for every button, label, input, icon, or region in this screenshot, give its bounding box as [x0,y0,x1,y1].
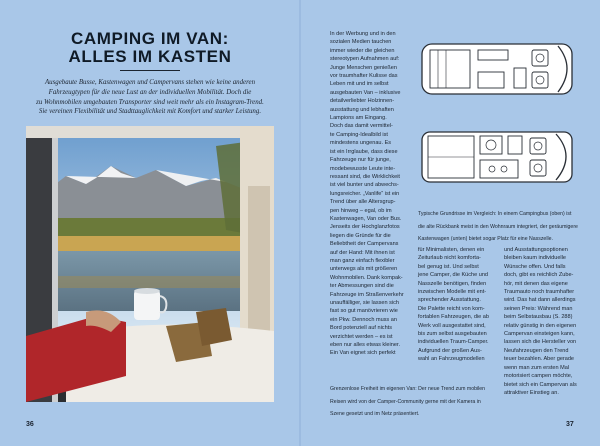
text-line: fortablen Fahrzeugen, die ab [418,314,489,321]
text-line: attraktiver Einstieg an. [504,389,559,396]
text-line: Die Palette reicht von kom- [418,305,485,312]
text-line: Nasszelle benötigen, finden [418,280,487,287]
text-line: jene Camper, die Küche und [418,272,488,279]
text-line: ressant sind, die Wirklichkeit [330,173,400,180]
text-column-2 [418,246,500,364]
text-line: verzichtet werden – es ist [330,333,393,340]
text-line: Aufgrund der großen Aus- [418,347,482,354]
text-line: Traumauto noch traumhafter [504,289,575,296]
photo-caption [330,381,510,424]
text-line: Trend über alle Altersgrup- [330,199,396,206]
title-line-2: ALLES IM KASTEN [68,47,232,66]
text-line: Werk voll ausgestattet sind, [418,322,486,329]
text-line: bis zum selbst ausgebauten [418,331,487,338]
text-line: Campervan einsteigen kann, [504,331,575,338]
van-photo [26,126,274,402]
text-line: unterwegs als mit größeren [330,266,398,273]
text-line: ein Pkw. Dennoch muss an [330,316,397,323]
title-rule [120,70,180,71]
page-number-right: 37 [566,421,574,428]
text-line: Kastenwagen (unten) bietet sogar Platz für eine Nasszelle. [418,236,553,243]
page-title [0,30,300,66]
text-line: te Camping-Idealbild ist [330,131,388,138]
text-line: Szene gesetzt und im Netz präsentiert. [330,411,420,418]
text-line: die alte Rückbank meist in den Wohnraum integriert, der geräumigere [418,223,578,230]
text-line: wenn man zum ersten Mal [504,364,570,371]
kastenwagen-floorplan [418,126,580,188]
text-column-3 [504,246,588,397]
text-line: ausstattung und lebhaften [330,106,394,113]
text-line: für Minimalisten, denen ein [418,247,485,253]
text-line: ausgebauten Van – inklusive [330,89,401,96]
text-line: Neufahrzeugen den Trend [504,347,569,354]
text-line: hör, mit denen das eigene [504,280,568,287]
text-line: detailverliebter Holzinnen- [330,98,395,105]
text-line: man ganz einfach flexibler [330,257,395,264]
text-line: Jenseits der Hochglanzfotos [330,224,400,231]
text-line: Fahrzeuge nur für junge, [330,157,391,164]
text-line: Kastenwagen, Van oder Bus. [330,215,402,222]
text-line: auf der Hand: Mit ihnen ist [330,249,395,256]
text-line: motorisiert campen möchte, [504,373,573,380]
text-line: ter Abmessungen sind die [330,283,394,290]
text-line: inzwischen Modelle mit ent- [418,289,487,296]
text-line: lungsreicher. „Vanlife“ ist ein [330,190,400,197]
intro-line: zu Wohnmobilen umgebauten Transporter sind weit mehr als ein Instagram-Trend. [36,98,264,106]
text-line: individuellen Traum-Camper. [418,339,489,346]
text-line: wird. Das hat dann allerdings [504,297,576,304]
text-line: bleiben kaum individuelle [504,255,566,262]
text-line: teuer bezahlen. Aber gerade [504,356,575,363]
text-line: fast so gut manövrieren wie [330,308,398,315]
text-line: unauffälliger, sie lassen sich [330,300,399,306]
text-line: In der Werbung und in den [330,31,396,37]
text-line: sozialen Medien tauchen [330,39,392,46]
text-line: Junge Menschen genießen [330,64,397,71]
van-photo-illustration [26,126,274,402]
text-line: immer wieder die gleichen [330,47,395,54]
text-line: Lampions am Eingang. [330,115,387,122]
text-line: Zeiturlaub nicht komforta- [418,255,481,262]
text-line: Leben mit und im selbst [330,81,389,88]
intro-line: Fahrzeugtypen für die neue Lust an der individuellen Mobilität. Doch die [48,88,252,96]
text-column-1 [330,30,416,358]
intro-line: Sie vereinen Flexibilität und Stadttauglichkeit mit Komfort und starker Leistung. [38,108,262,116]
intro-line: Ausgebaute Busse, Kastenwagen und Campervans stehen wie keine anderen [44,79,256,86]
text-line: bel genug ist. Und selbst [418,263,479,270]
text-line: ist ein Irrglaube, dass diese [330,148,398,155]
text-line: wahl an Fahrzeugmodellen [418,356,485,363]
text-line: mindestens ungenau. Es [330,140,392,147]
text-line: eben nur alles etwas kleiner. [330,342,400,349]
intro-text [24,78,276,117]
text-line: Doch das damit vermittel- [330,123,393,130]
text-line: Wohnmobilen. Dank kompak- [330,274,403,281]
text-line: doch, gibt es reichlich Zube- [504,272,574,279]
text-line: Bord potenziell auf nichts [330,325,392,332]
text-line: stereotypen Aufnahmen auf: [330,56,400,63]
page-number-left: 36 [26,421,34,428]
right-page [300,0,600,446]
campingbus-floorplan [418,38,580,100]
text-line: Grenzenlose Freiheit im eigenen Van: Der neue Trend zum mobilen [330,386,486,393]
text-line: modebewusste Leute inte- [330,165,396,172]
text-line: Beliebtheit der Campervans [330,241,399,248]
text-line: relativ günstig in den eigenen [504,322,577,329]
text-line: bietet sich ein Campervan als [504,381,577,388]
text-line: sprechender Ausstattung. [418,297,481,304]
text-line: Typische Grundrisse im Vergleich: In einem Campingbus (oben) ist [418,211,572,218]
title-line-1: CAMPING IM VAN: [71,29,229,48]
text-line: Wünsche offen. Und falls [504,263,566,270]
text-line: seinen Preis: Während man [504,305,573,312]
text-line: Reisen wird von der Camper-Community gerne mit der Kamera in [330,398,481,405]
floorplan-caption [418,206,586,249]
text-line: Ein Van eignet sich perfekt [330,350,396,357]
text-line: vor traumhafter Kulisse das [330,73,398,80]
text-line: lassen sich die Hersteller von [504,339,577,346]
text-line: beim Selbstausbau (S. 288) [504,314,573,321]
text-line: liegen die Gründe für die [330,232,391,239]
text-line: und Ausstattungsoptionen [504,247,568,253]
text-line: Fahrzeuge im Straßenverkehr [330,291,404,298]
text-line: pen hinweg – egal, ob im [330,207,392,214]
text-line: ist viel bunter und abwechs- [330,182,399,189]
